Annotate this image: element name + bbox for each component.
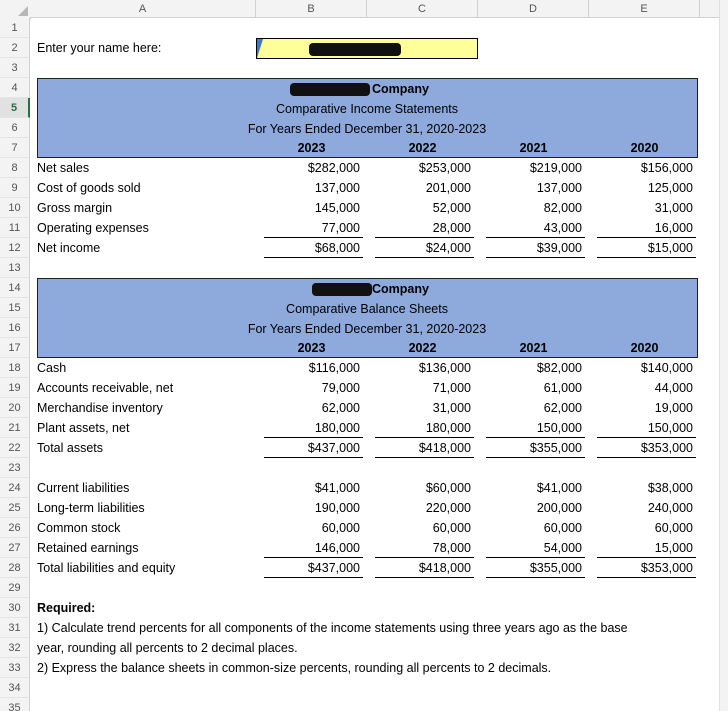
year-header: 2022: [408, 341, 437, 355]
line-item-label: Common stock: [37, 521, 121, 535]
row-header[interactable]: 3: [0, 58, 30, 78]
line-item-label: Net sales: [37, 161, 90, 175]
amount-cell: $156,000: [640, 161, 693, 175]
amount-cell: $116,000: [308, 361, 360, 375]
amount-cell: 220,000: [425, 501, 471, 515]
amount-cell: 31,000: [654, 201, 693, 215]
amount-cell: $24,000: [375, 238, 474, 258]
name-prompt: Enter your name here:: [37, 41, 162, 55]
year-header: 2023: [297, 141, 326, 155]
amount-cell: $41,000: [314, 481, 360, 495]
column-header-a[interactable]: A: [30, 0, 256, 18]
amount-cell: 61,000: [543, 381, 582, 395]
amount-cell: $39,000: [486, 238, 585, 258]
amount-cell: 60,000: [654, 521, 693, 535]
vertical-scrollbar[interactable]: [719, 0, 728, 711]
amount-cell: 190,000: [314, 501, 360, 515]
line-item-label: Accounts receivable, net: [37, 381, 174, 395]
amount-cell: 52,000: [432, 201, 471, 215]
line-item-label: Cost of goods sold: [37, 181, 141, 195]
select-all-corner[interactable]: [0, 0, 31, 19]
amount-cell: 62,000: [321, 401, 360, 415]
row-header[interactable]: 23: [0, 458, 30, 478]
amount-cell: $219,000: [529, 161, 582, 175]
redacted-name: [309, 43, 401, 56]
amount-cell: 145,000: [314, 201, 360, 215]
line-item-label: Current liabilities: [37, 481, 130, 495]
amount-cell: $60,000: [425, 481, 471, 495]
column-header-b[interactable]: B: [256, 0, 367, 18]
row-header[interactable]: 10: [0, 198, 30, 218]
amount-cell: 77,000: [264, 218, 363, 238]
amount-cell: $15,000: [597, 238, 696, 258]
row-header[interactable]: 29: [0, 578, 30, 598]
row-header[interactable]: 15: [0, 298, 30, 318]
balance-period: For Years Ended December 31, 2020-2023: [247, 322, 487, 336]
row-header[interactable]: 4: [0, 78, 30, 98]
row-header[interactable]: 7: [0, 138, 30, 158]
year-header: 2021: [519, 341, 548, 355]
required-line-3: 2) Express the balance sheets in common-size percents, rounding all percents to 2 decimals.: [37, 661, 552, 675]
amount-cell: $253,000: [418, 161, 471, 175]
year-header: 2023: [297, 341, 326, 355]
row-header[interactable]: 25: [0, 498, 30, 518]
amount-cell: 15,000: [597, 538, 696, 558]
select-all-icon: [18, 6, 28, 16]
row-header[interactable]: 30: [0, 598, 30, 618]
amount-cell: $353,000: [597, 558, 696, 578]
redacted-company: [312, 283, 372, 296]
column-header-c[interactable]: C: [367, 0, 478, 18]
amount-cell: $140,000: [640, 361, 693, 375]
row-header[interactable]: 5: [0, 98, 30, 118]
amount-cell: 54,000: [486, 538, 585, 558]
amount-cell: 60,000: [432, 521, 471, 535]
row-header[interactable]: 12: [0, 238, 30, 258]
row-header[interactable]: 17: [0, 338, 30, 358]
line-item-label: Gross margin: [37, 201, 113, 215]
amount-cell: $437,000: [264, 438, 363, 458]
row-header[interactable]: 14: [0, 278, 30, 298]
year-header: 2021: [519, 141, 548, 155]
required-line-1: 1) Calculate trend percents for all components of the income statements using three years ago as the base: [37, 621, 628, 635]
amount-cell: 137,000: [314, 181, 360, 195]
amount-cell: $355,000: [486, 558, 585, 578]
amount-cell: 180,000: [264, 418, 363, 438]
row-header[interactable]: 19: [0, 378, 30, 398]
amount-cell: $68,000: [264, 238, 363, 258]
row-header[interactable]: 27: [0, 538, 30, 558]
amount-cell: 60,000: [321, 521, 360, 535]
row-header[interactable]: 26: [0, 518, 30, 538]
income-company: Company: [372, 82, 429, 96]
row-header[interactable]: 28: [0, 558, 30, 578]
row-header[interactable]: 13: [0, 258, 30, 278]
row-header[interactable]: 9: [0, 178, 30, 198]
amount-cell: 125,000: [647, 181, 693, 195]
amount-cell: 60,000: [543, 521, 582, 535]
year-header: 2022: [408, 141, 437, 155]
column-header-f[interactable]: [700, 0, 720, 18]
required-heading: Required:: [37, 601, 96, 615]
line-item-label: Total assets: [37, 441, 104, 455]
line-item-label: Plant assets, net: [37, 421, 130, 435]
amount-cell: 146,000: [264, 538, 363, 558]
year-header: 2020: [630, 141, 659, 155]
amount-cell: 240,000: [647, 501, 693, 515]
year-header: 2020: [630, 341, 659, 355]
amount-cell: $82,000: [536, 361, 582, 375]
amount-cell: 16,000: [597, 218, 696, 238]
amount-cell: 137,000: [536, 181, 582, 195]
row-header[interactable]: 6: [0, 118, 30, 138]
amount-cell: 150,000: [597, 418, 696, 438]
line-item-label: Total liabilities and equity: [37, 561, 176, 575]
column-header-d[interactable]: D: [478, 0, 589, 18]
amount-cell: 82,000: [543, 201, 582, 215]
amount-cell: 62,000: [543, 401, 582, 415]
amount-cell: 200,000: [536, 501, 582, 515]
amount-cell: 180,000: [375, 418, 474, 438]
line-item-label: Cash: [37, 361, 67, 375]
amount-cell: 43,000: [486, 218, 585, 238]
amount-cell: 150,000: [486, 418, 585, 438]
row-header[interactable]: 11: [0, 218, 30, 238]
amount-cell: 31,000: [432, 401, 471, 415]
row-header[interactable]: 33: [0, 658, 30, 678]
amount-cell: $41,000: [536, 481, 582, 495]
amount-cell: 44,000: [654, 381, 693, 395]
row-header[interactable]: 20: [0, 398, 30, 418]
amount-cell: 28,000: [375, 218, 474, 238]
row-header[interactable]: 24: [0, 478, 30, 498]
amount-cell: $418,000: [375, 438, 474, 458]
line-item-label: Retained earnings: [37, 541, 139, 555]
amount-cell: 201,000: [425, 181, 471, 195]
name-input-cell[interactable]: [256, 38, 478, 59]
amount-cell: $418,000: [375, 558, 474, 578]
row-header[interactable]: 35: [0, 698, 30, 711]
row-header[interactable]: 31: [0, 618, 30, 638]
column-header-e[interactable]: E: [589, 0, 700, 18]
amount-cell: $38,000: [647, 481, 693, 495]
income-period: For Years Ended December 31, 2020-2023: [247, 122, 487, 136]
row-header[interactable]: 2: [0, 38, 30, 58]
income-title: Comparative Income Statements: [275, 102, 459, 116]
line-item-label: Net income: [37, 241, 101, 255]
amount-cell: $136,000: [418, 361, 471, 375]
amount-cell: 71,000: [432, 381, 471, 395]
amount-cell: $353,000: [597, 438, 696, 458]
amount-cell: $282,000: [307, 161, 360, 175]
amount-cell: $437,000: [264, 558, 363, 578]
line-item-label: Long-term liabilities: [37, 501, 145, 515]
name-cell-marker: [257, 39, 263, 58]
amount-cell: 79,000: [321, 381, 360, 395]
redacted-company: [290, 83, 370, 96]
amount-cell: 78,000: [375, 538, 474, 558]
row-header[interactable]: 32: [0, 638, 30, 658]
required-line-2: year, rounding all percents to 2 decimal places.: [37, 641, 298, 655]
row-header[interactable]: 18: [0, 358, 30, 378]
line-item-label: Merchandise inventory: [37, 401, 163, 415]
row-header[interactable]: 22: [0, 438, 30, 458]
line-item-label: Operating expenses: [37, 221, 149, 235]
row-header[interactable]: 21: [0, 418, 30, 438]
row-header[interactable]: 1: [0, 18, 30, 38]
balance-title: Comparative Balance Sheets: [286, 302, 448, 316]
row-header[interactable]: 16: [0, 318, 30, 338]
amount-cell: $355,000: [486, 438, 585, 458]
row-header[interactable]: 8: [0, 158, 30, 178]
balance-company: Company: [372, 282, 429, 296]
row-header[interactable]: 34: [0, 678, 30, 698]
amount-cell: 19,000: [654, 401, 693, 415]
